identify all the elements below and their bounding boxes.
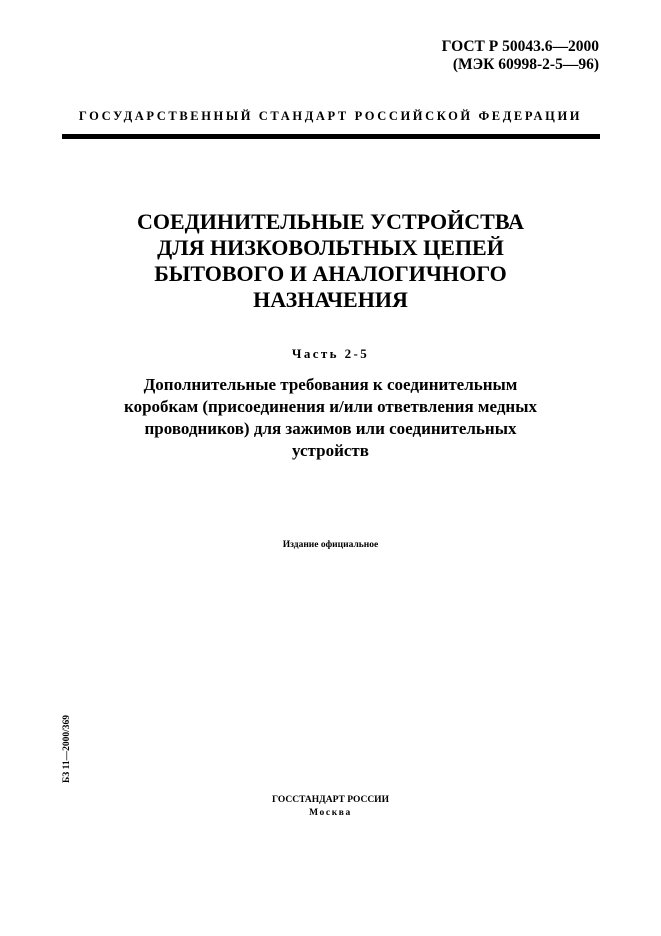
agency-name: ГОСУДАРСТВЕННЫЙ СТАНДАРТ РОССИЙСКОЙ ФЕДЕРАЦИИ xyxy=(78,109,583,123)
subtitle-line: устройств xyxy=(292,441,369,460)
part-label: Часть 2-5 xyxy=(291,346,370,361)
edition-label: Издание официальное xyxy=(282,540,379,550)
publisher-block xyxy=(0,794,661,820)
iec-number: (МЭК 60998-2-5—96) xyxy=(452,56,599,73)
subtitle xyxy=(0,374,661,462)
subtitle-line: коробкам (присоединения и/или ответвления медных xyxy=(124,397,537,416)
title-line: ДЛЯ НИЗКОВОЛЬТНЫХ ЦЕПЕЙ xyxy=(157,235,504,260)
standard-number-block xyxy=(442,38,599,74)
side-registration-code: БЗ 11—2000/369 xyxy=(62,714,72,783)
publisher-city: Москва xyxy=(309,808,352,818)
standard-number: ГОСТ Р 50043.6—2000 xyxy=(441,38,599,55)
header-rule xyxy=(62,134,600,139)
title-line: БЫТОВОГО И АНАЛОГИЧНОГО xyxy=(154,261,507,286)
title-line: СОЕДИНИТЕЛЬНЫЕ УСТРОЙСТВА xyxy=(136,209,524,234)
title-line: НАЗНАЧЕНИЯ xyxy=(253,287,408,312)
subtitle-line: Дополнительные требования к соединительным xyxy=(143,375,518,394)
subtitle-line: проводников) для зажимов или соединительных xyxy=(144,419,517,438)
publisher-name: ГОССТАНДАРТ РОССИИ xyxy=(272,795,389,805)
main-title xyxy=(0,209,661,313)
